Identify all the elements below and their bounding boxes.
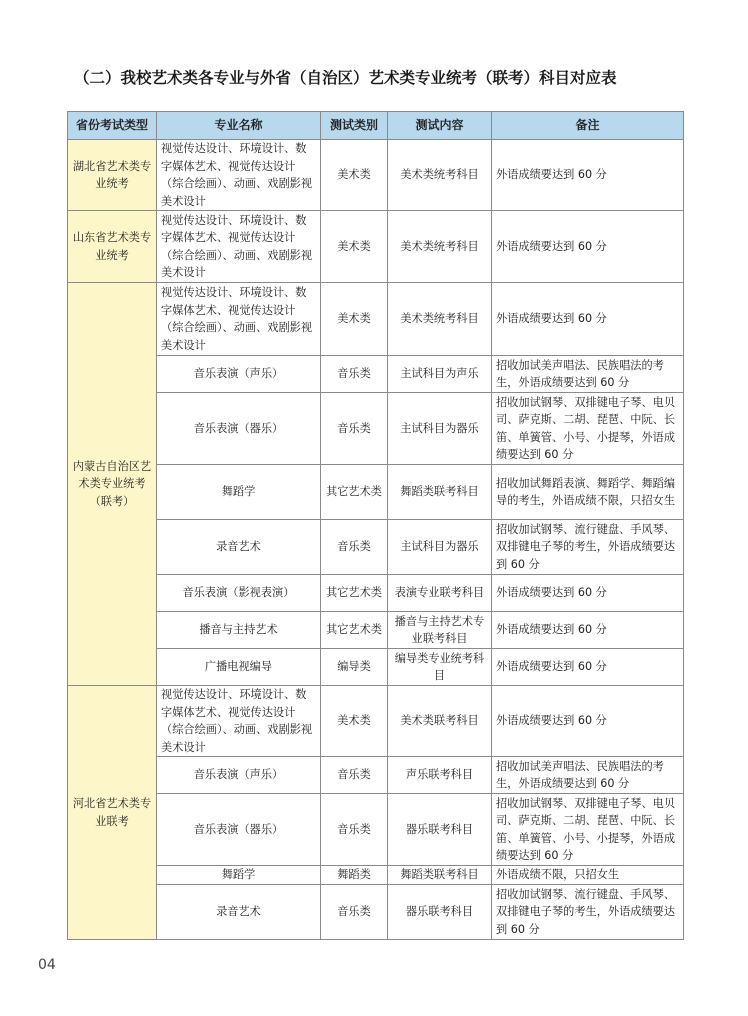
major-name: 音乐表演（器乐） — [157, 794, 321, 866]
table-row — [68, 356, 684, 393]
test-category: 音乐类 — [321, 794, 388, 866]
test-content: 主试科目为声乐 — [388, 356, 492, 393]
table-row — [68, 211, 684, 283]
major-name: 音乐表演（器乐） — [157, 393, 321, 465]
header-note: 备注 — [492, 112, 684, 140]
test-content: 器乐联考科目 — [388, 794, 492, 866]
province-exam-type: 内蒙古自治区艺术类专业统考（联考） — [68, 283, 157, 686]
major-name: 录音艺术 — [157, 520, 321, 575]
major-name: 音乐表演（声乐） — [157, 757, 321, 794]
test-content: 编导类专业统考科目 — [388, 649, 492, 686]
test-content: 舞蹈类联考科目 — [388, 866, 492, 885]
test-content: 美术类联考科目 — [388, 686, 492, 757]
province-exam-type: 湖北省艺术类专业统考 — [68, 140, 157, 211]
header-category: 测试类别 — [321, 112, 388, 140]
subject-correspondence-table — [67, 111, 684, 940]
header-province: 省份考试类型 — [68, 112, 157, 140]
table-row — [68, 575, 684, 612]
test-category: 舞蹈类 — [321, 866, 388, 885]
remark: 招收加试美声唱法、民族唱法的考生，外语成绩要达到 60 分 — [492, 757, 684, 794]
remark: 外语成绩要达到 60 分 — [492, 575, 684, 612]
major-name: 视觉传达设计、环境设计、数字媒体艺术、视觉传达设计（综合绘画）、动画、戏剧影视美术设计 — [157, 211, 321, 283]
test-category: 美术类 — [321, 211, 388, 283]
remark: 外语成绩要达到 60 分 — [492, 140, 684, 211]
major-name: 广播电视编导 — [157, 649, 321, 686]
remark: 招收加试舞蹈表演、舞蹈学、舞蹈编导的考生，外语成绩不限，只招女生 — [492, 465, 684, 520]
page-title: （二）我校艺术类各专业与外省（自治区）艺术类专业统考（联考）科目对应表 — [74, 69, 617, 87]
table-row — [68, 465, 684, 520]
major-name: 视觉传达设计、环境设计、数字媒体艺术、视觉传达设计（综合绘画）、动画、戏剧影视美术设计 — [157, 686, 321, 757]
major-name: 舞蹈学 — [157, 465, 321, 520]
test-category: 音乐类 — [321, 757, 388, 794]
test-content: 器乐联考科目 — [388, 885, 492, 940]
test-category: 美术类 — [321, 686, 388, 757]
test-content: 表演专业联考科目 — [388, 575, 492, 612]
remark: 外语成绩要达到 60 分 — [492, 686, 684, 757]
remark: 外语成绩要达到 60 分 — [492, 283, 684, 356]
test-category: 编导类 — [321, 649, 388, 686]
table-row — [68, 757, 684, 794]
table-row — [68, 885, 684, 940]
major-name: 音乐表演（声乐） — [157, 356, 321, 393]
major-name: 音乐表演（影视表演） — [157, 575, 321, 612]
test-content: 主试科目为器乐 — [388, 520, 492, 575]
province-exam-type: 山东省艺术类专业统考 — [68, 211, 157, 283]
page-number: 04 — [38, 957, 56, 973]
test-content: 主试科目为器乐 — [388, 393, 492, 465]
remark: 外语成绩要达到 60 分 — [492, 612, 684, 649]
major-name: 视觉传达设计、环境设计、数字媒体艺术、视觉传达设计（综合绘画）、动画、戏剧影视美术设计 — [157, 140, 321, 211]
test-content: 美术类统考科目 — [388, 140, 492, 211]
test-category: 美术类 — [321, 283, 388, 356]
table-row — [68, 686, 684, 757]
table-row — [68, 794, 684, 866]
header-major: 专业名称 — [157, 112, 321, 140]
table-header-row — [68, 112, 684, 140]
remark: 招收加试钢琴、流行键盘、手风琴、双排键电子琴的考生，外语成绩要达到 60 分 — [492, 885, 684, 940]
province-exam-type: 河北省艺术类专业联考 — [68, 686, 157, 940]
remark: 招收加试钢琴、流行键盘、手风琴、双排键电子琴的考生，外语成绩要达到 60 分 — [492, 520, 684, 575]
test-category: 其它艺术类 — [321, 612, 388, 649]
remark: 外语成绩不限，只招女生 — [492, 866, 684, 885]
major-name: 舞蹈学 — [157, 866, 321, 885]
table-row — [68, 520, 684, 575]
remark: 招收加试美声唱法、民族唱法的考生，外语成绩要达到 60 分 — [492, 356, 684, 393]
major-name: 播音与主持艺术 — [157, 612, 321, 649]
major-name: 录音艺术 — [157, 885, 321, 940]
test-content: 播音与主持艺术专业联考科目 — [388, 612, 492, 649]
table-row — [68, 866, 684, 885]
test-category: 音乐类 — [321, 356, 388, 393]
remark: 外语成绩要达到 60 分 — [492, 211, 684, 283]
remark: 招收加试钢琴、双排键电子琴、电贝司、萨克斯、二胡、琵琶、中阮、长笛、单簧管、小号、小提琴，外语成绩要达到 60 分 — [492, 794, 684, 866]
test-category: 音乐类 — [321, 885, 388, 940]
table-row — [68, 393, 684, 465]
test-category: 其它艺术类 — [321, 465, 388, 520]
test-content: 舞蹈类联考科目 — [388, 465, 492, 520]
test-category: 美术类 — [321, 140, 388, 211]
remark: 外语成绩要达到 60 分 — [492, 649, 684, 686]
table-row — [68, 283, 684, 356]
remark: 招收加试钢琴、双排键电子琴、电贝司、萨克斯、二胡、琵琶、中阮、长笛、单簧管、小号、小提琴，外语成绩要达到 60 分 — [492, 393, 684, 465]
test-category: 音乐类 — [321, 393, 388, 465]
test-content: 美术类统考科目 — [388, 283, 492, 356]
test-category: 音乐类 — [321, 520, 388, 575]
table-row — [68, 612, 684, 649]
table-row — [68, 649, 684, 686]
test-category: 其它艺术类 — [321, 575, 388, 612]
table-row — [68, 140, 684, 211]
major-name: 视觉传达设计、环境设计、数字媒体艺术、视觉传达设计（综合绘画）、动画、戏剧影视美术设计 — [157, 283, 321, 356]
header-content: 测试内容 — [388, 112, 492, 140]
test-content: 美术类统考科目 — [388, 211, 492, 283]
test-content: 声乐联考科目 — [388, 757, 492, 794]
